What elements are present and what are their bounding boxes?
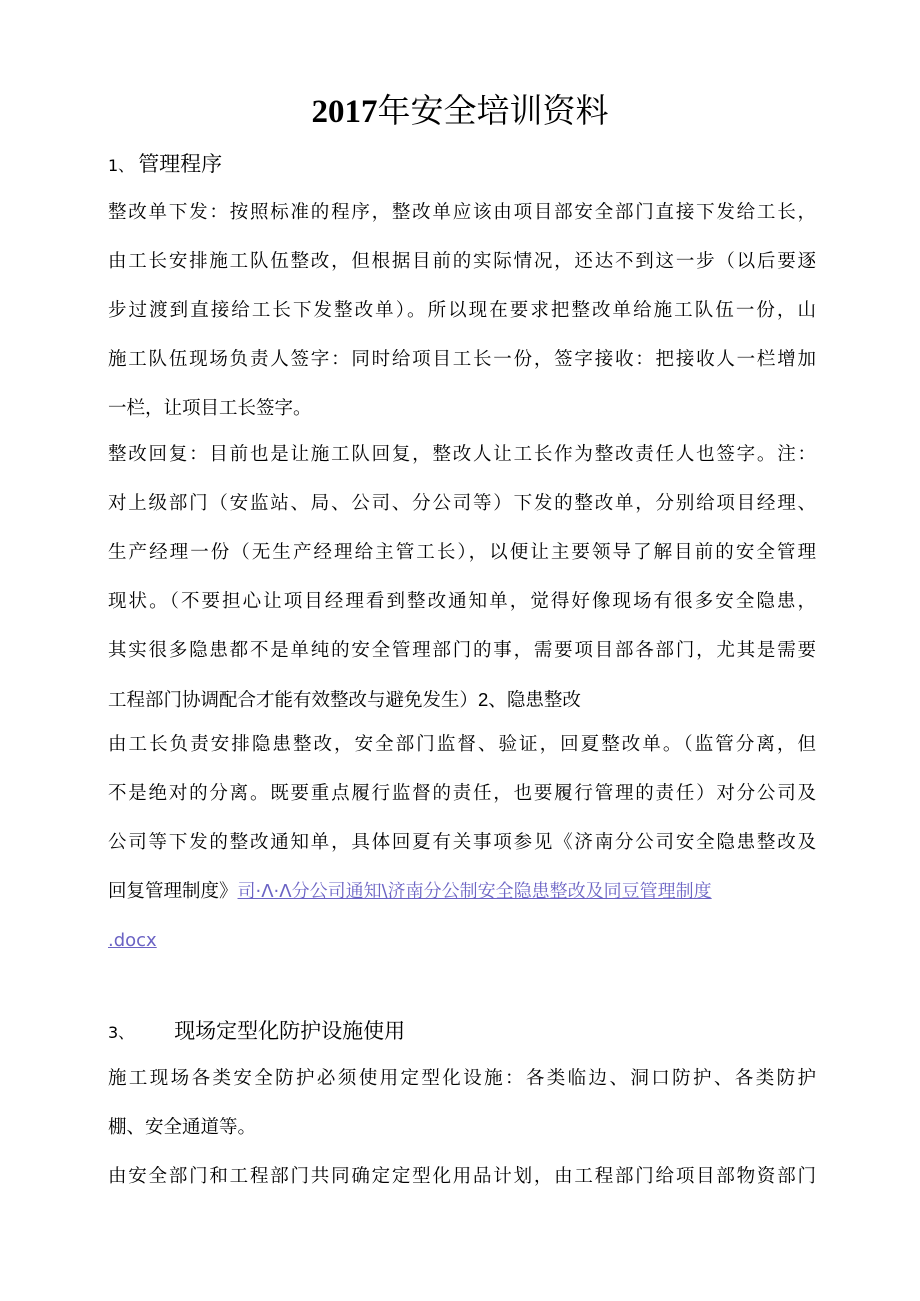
paragraph-line: 由工长安排施工队伍整改，但根据目前的实际情况，还达不到这一步（以后要逐 [108, 251, 816, 272]
document-link[interactable]: 司·Λ·Λ分公司通知\济南分公制安全隐患整改及同豆管理制度 [237, 881, 712, 902]
paragraph-line: 棚、安全通道等。 [108, 1117, 257, 1138]
section-1-number: 1、 [108, 156, 135, 175]
paragraph-line: 施工现场各类安全防护必须使用定型化设施：各类临边、洞口防护、各类防护 [108, 1068, 816, 1089]
paragraph-line: 一栏，让项目工长签字。 [108, 398, 312, 419]
paragraph-hazard-rectification [108, 720, 816, 965]
document-link-extension[interactable]: .docx [108, 930, 157, 951]
paragraph-line [108, 916, 816, 965]
paragraph-line: 其实很多隐患都不是单纯的安全管理部门的事，需要项目部各部门，尤其是需要 [108, 640, 816, 661]
paragraph-procurement-plan [108, 1152, 816, 1201]
paragraph-standardized-protection [108, 1054, 816, 1152]
document-title [0, 86, 920, 137]
section-3-title: 现场定型化防护设施使用 [174, 1019, 406, 1043]
paragraph-rectification-reply [108, 430, 816, 724]
section-1-title: 管理程序 [138, 152, 223, 176]
paragraph-line-text: 回复管理制度》 [108, 881, 238, 902]
paragraph-line: 现状。（不要担心让项目经理看到整改通知单，觉得好像现场有很多安全隐患， [108, 591, 816, 612]
paragraph-line: 整改单下发：按照标准的程序，整改单应该由项目部安全部门直接下发给工长， [108, 202, 816, 223]
paragraph-line: 由工长负责安排隐患整改，安全部门监督、验证，回夏整改单。（监管分离，但 [108, 734, 816, 755]
paragraph-line: 对上级部门（安监站、局、公司、分公司等）下发的整改单，分别给项目经理、 [108, 493, 816, 514]
title-text: 年安全培训资料 [377, 91, 609, 130]
paragraph-line: 不是绝对的分离。既要重点履行监督的责任，也要履行管理的责任）对分公司及 [108, 783, 816, 804]
paragraph-line: 生产经理一份（无生产经理给主管工长），以便让主要领导了解目前的安全管理 [108, 542, 816, 563]
paragraph-line-text: 工程部门协调配合才能有效整改与避免发生） [108, 690, 479, 711]
paragraph-line: 整改回复：目前也是让施工队回复，整改人让工长作为整改责任人也签字。注： [108, 444, 816, 465]
paragraph-line: 公司等下发的整改通知单，具体回夏有关事项参见《济南分公司安全隐患整改及 [108, 832, 816, 853]
paragraph-line: 由安全部门和工程部门共同确定定型化用品计划，由工程部门给项目部物资部门 [108, 1166, 816, 1187]
paragraph-line-with-link [108, 867, 816, 916]
section-2-number: 2、 [478, 689, 507, 710]
paragraph-rectification-issue [108, 188, 816, 433]
paragraph-line: 步过渡到直接给工长下发整改单）。所以现在要求把整改单给施工队伍一份，山 [108, 300, 816, 321]
paragraph-line: 施工队伍现场负责人签字：同时给项目工长一份，签字接收：把接收人一栏增加 [108, 349, 816, 370]
section-1-heading [108, 148, 222, 182]
paragraph-line-with-heading [108, 675, 816, 724]
section-2-title: 隐患整改 [506, 690, 581, 711]
section-3-number: 3、 [108, 1023, 135, 1042]
title-year: 2017 [311, 94, 378, 130]
section-3-heading [108, 1015, 405, 1049]
